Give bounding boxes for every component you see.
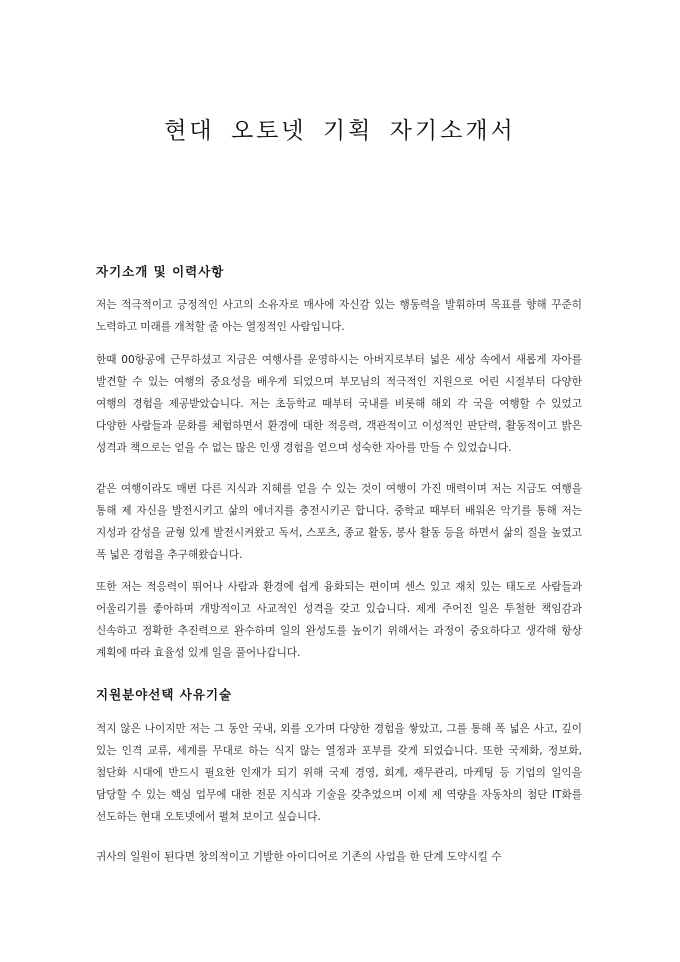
document-title: 현대 오토넷 기획 자기소개서 <box>164 118 516 144</box>
paragraph: 같은 여행이라도 매번 다른 지식과 지혜를 얻을 수 있는 것이 여행이 가진 매력이며 저는 지금도 여행을 통해 제 자신을 발전시키고 삶의 에너지를 충전시키곤 합니다. 중학교 때부터 배워온 악기를 통해 저는 지성과 감성을 균형 있게 발전시켜왔고 독서, 스포츠, 종교 활동, 봉사 활동 등을 하면서 삶의 질을 높였고 폭 넓은 경험을 추구해왔습니다. <box>96 483 582 561</box>
paragraph: 적지 않은 나이지만 저는 그 동안 국내, 외를 오가며 다양한 경험을 쌓았고, 그를 통해 폭 넓은 사고, 깊이 있는 인격 교류, 세계를 무대로 하는 식지 않는 열정과 포부를 갖게 되었습니다. 또한 국제화, 정보화, 첨단화 시대에 반드시 필요한 인재가 되기 위해 국제 경영, 회계, 재무관리, 마케팅 등 기업의 일익을 담당할 수 있는 핵심 업무에 대한 전문 지식과 기술을 갖추었으며 이제 제 역량을 자동차의 첨단 IT화를 선도하는 현대 오토넷에서 펼쳐 보이고 싶습니다. <box>96 723 582 823</box>
paragraph: 또한 저는 적응력이 뛰어나 사람과 환경에 쉽게 융화되는 편이며 센스 있고 재치 있는 태도로 사람들과 어울리기를 좋아하며 개방적이고 사교적인 성격을 갖고 있습니다. 제게 주어진 일은 투철한 책임감과 신속하고 정확한 추진력으로 완수하며 일의 완성도를 높이기 위해서는 과정이 중요하다고 생각해 항상 계획에 따라 효율성 있게 일을 풀어나갑니다. <box>96 581 582 659</box>
section-heading-application-reason: 지원분야선택 사유기술 <box>96 687 233 702</box>
paragraph: 귀사의 일원이 된다면 창의적이고 기발한 아이디어로 기존의 사업을 한 단계 도약시킬 수 <box>96 851 502 863</box>
section-heading-self-introduction: 자기소개 및 이력사항 <box>96 264 225 279</box>
paragraph: 한때 00항공에 근무하셨고 지금은 여행사를 운영하시는 아버지로부터 넓은 세상 속에서 새롭게 자아를 발견할 수 있는 여행의 중요성을 배우게 되었으며 부모님의 적극적인 지원으로 어린 시절부터 다양한 여행의 경험을 제공받았습니다. 저는 초등학교 때부터 국내를 비롯해 해외 각 국을 여행할 수 있었고 다양한 사람들과 문화를 체험하면서 환경에 대한 적응력, 객관적이고 이성적인 판단력, 활동적이고 밝은 성격과 책으로는 얻을 수 없는 많은 인생 경험을 얻으며 성숙한 자아를 만들 수 있었습니다. <box>96 354 582 454</box>
paragraph: 저는 적극적이고 긍정적인 사고의 소유자로 매사에 자신감 있는 행동력을 발휘하며 목표를 향해 꾸준히 노력하고 미래를 개척할 줄 아는 열정적인 사람입니다. <box>96 299 582 333</box>
